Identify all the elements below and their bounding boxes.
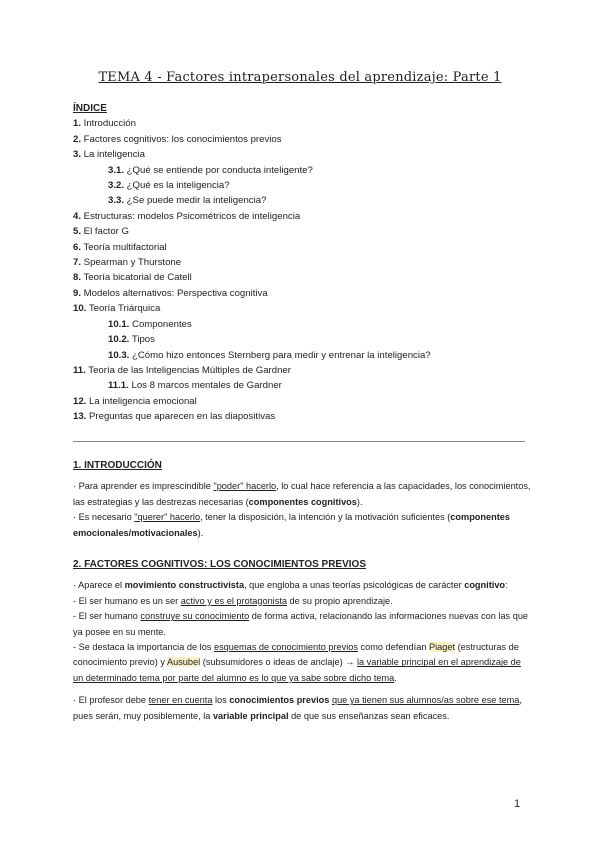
index-item bbox=[73, 132, 543, 147]
index-item-label: Teoría de las Inteligencias Múltiples de Gardner bbox=[85, 364, 291, 376]
index-item-label: Teoría bicatorial de Catell bbox=[81, 272, 192, 284]
paragraph: · Aparece el movimiento constructivista, que engloba a unas teorías psicológicas de carácter cognitivo: bbox=[73, 580, 508, 591]
index-item bbox=[73, 224, 543, 239]
index-item bbox=[73, 409, 543, 424]
index-item bbox=[73, 209, 543, 224]
index-item-number: 10. bbox=[73, 303, 87, 315]
index-item-label: ¿Qué es la inteligencia? bbox=[124, 180, 230, 192]
index-item-label: ¿Se puede medir la inteligencia? bbox=[124, 195, 267, 207]
index-item-number: 10.3. bbox=[108, 349, 130, 361]
index-item bbox=[73, 240, 543, 255]
table-of-contents bbox=[73, 101, 543, 425]
paragraph: - El ser humano es un ser activo y es el protagonista de su propio aprendizaje. bbox=[73, 595, 393, 606]
index-item-number: 4. bbox=[73, 210, 82, 222]
index-item-label: Teoría Triárquica bbox=[86, 303, 161, 315]
index-item-number: 11. bbox=[73, 364, 86, 376]
index-item-label: La inteligencia emocional bbox=[86, 395, 197, 407]
index-list bbox=[73, 116, 543, 424]
index-item-number: 6. bbox=[73, 241, 82, 253]
index-item bbox=[73, 193, 543, 208]
paragraph: · El profesor debe tener en cuenta los conocimientos previos que ya tienen sus alumnos/as sobre ese tema, pues serán, muy posiblemente, la variable principal de que sus enseñanzas sean eficaces. bbox=[73, 695, 522, 721]
index-item-label: Teoría multifactorial bbox=[81, 241, 167, 253]
page-number: 1 bbox=[514, 798, 521, 810]
paragraph: - Se destaca la importancia de los esquemas de conocimiento previos como defendían Piaget (estructuras de conocimiento previo) y Ausubel (subsumidores o ideas de anclaje) → la variable principal en el aprendizaje de un determinado tema por parte del alumno es lo que ya sabe sobre dicho tema. bbox=[73, 642, 521, 683]
paragraph: - El ser humano construye su conocimiento de forma activa, relacionando las informaciones nuevas con las que ya posee en su mente. bbox=[73, 611, 529, 637]
index-item bbox=[73, 116, 543, 131]
index-item bbox=[73, 348, 543, 363]
index-item-number: 10.1. bbox=[108, 318, 130, 330]
index-item bbox=[73, 394, 543, 409]
index-item-label: Preguntas que aparecen en las diapositivas bbox=[86, 411, 276, 423]
index-item-number: 2. bbox=[73, 133, 82, 145]
index-item-label: Modelos alternativos: Perspectiva cognitiva bbox=[81, 287, 268, 299]
index-item-number: 13. bbox=[73, 411, 87, 423]
index-item-label: Introducción bbox=[81, 118, 136, 130]
index-item-label: Spearman y Thurstone bbox=[81, 257, 182, 269]
paragraph: · Para aprender es imprescindible "poder" hacerlo, lo cual hace referencia a las capacidades, los conocimientos, las estrategias y las destrezas necesarias (componentes cognitivos). bbox=[73, 481, 531, 507]
index-item-label: La inteligencia bbox=[81, 149, 146, 161]
section-heading: 1. INTRODUCCIÓN bbox=[73, 460, 162, 471]
index-item-number: 12. bbox=[73, 395, 87, 407]
index-item-number: 3.2. bbox=[108, 180, 125, 192]
index-item-label: Los 8 marcos mentales de Gardner bbox=[128, 380, 282, 392]
index-item bbox=[73, 332, 543, 347]
index-item-number: 3. bbox=[73, 149, 82, 161]
index-item-label: Factores cognitivos: los conocimientos previos bbox=[81, 133, 282, 145]
index-item bbox=[73, 147, 543, 162]
index-item bbox=[73, 378, 543, 393]
index-item bbox=[73, 270, 543, 285]
index-item-number: 9. bbox=[73, 287, 82, 299]
index-item-number: 5. bbox=[73, 226, 82, 238]
index-item-number: 3.1. bbox=[108, 164, 125, 176]
index-item bbox=[73, 286, 543, 301]
index-item-label: Tipos bbox=[129, 334, 155, 346]
index-item bbox=[73, 163, 543, 178]
index-item bbox=[73, 317, 543, 332]
index-item-label: ¿Qué se entiende por conducta inteligente? bbox=[124, 164, 313, 176]
index-item-label: ¿Cómo hizo entonces Sternberg para medir y entrenar la inteligencia? bbox=[129, 349, 431, 361]
index-item-label: Componentes bbox=[129, 318, 192, 330]
index-item-label: Estructuras: modelos Psicométricos de inteligencia bbox=[81, 210, 301, 222]
index-item bbox=[73, 178, 543, 193]
index-item bbox=[73, 363, 543, 378]
index-item-label: El factor G bbox=[81, 226, 129, 238]
index-item-number: 10.2. bbox=[108, 334, 130, 346]
index-item-number: 8. bbox=[73, 272, 82, 284]
index-item-number: 7. bbox=[73, 257, 82, 269]
index-heading: ÍNDICE bbox=[73, 103, 107, 114]
section-factores-cognitivos bbox=[73, 557, 531, 724]
index-item bbox=[73, 301, 543, 316]
divider bbox=[73, 441, 525, 442]
index-item-number: 11.1. bbox=[108, 380, 129, 392]
section-heading: 2. FACTORES COGNITIVOS: LOS CONOCIMIENTOS PREVIOS bbox=[73, 559, 367, 570]
section-introduccion bbox=[73, 458, 531, 541]
document-title: TEMA 4 - Factores intrapersonales del aprendizaje: Parte 1 bbox=[98, 70, 502, 85]
index-item-number: 1. bbox=[73, 118, 82, 130]
index-item bbox=[73, 255, 543, 270]
paragraph: · Es necesario "querer" hacerlo, tener la disposición, la intención y la motivación suficientes (componentes emocionales/motivacionales). bbox=[73, 512, 511, 538]
index-item-number: 3.3. bbox=[108, 195, 125, 207]
